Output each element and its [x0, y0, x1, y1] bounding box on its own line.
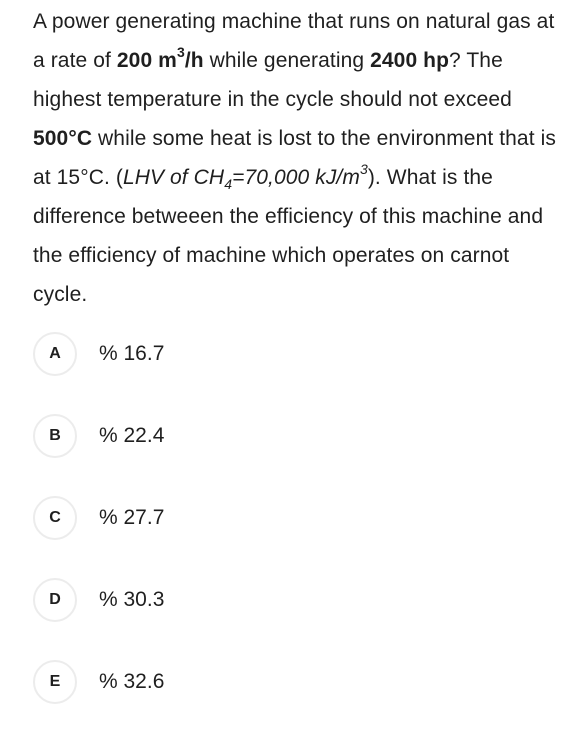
gas-rate-unit: /h	[184, 49, 204, 72]
option-letter-badge[interactable]: A	[33, 332, 77, 376]
power-value: 2400 hp	[370, 49, 450, 72]
option-text[interactable]: % 27.7	[99, 506, 165, 529]
question-part: while generating	[203, 49, 371, 72]
option-e[interactable]	[33, 659, 553, 705]
option-c[interactable]	[33, 495, 553, 541]
question-part: ). What is the difference betweeen the efficiency of this machine and the efficiency of machine which operates on carnot cycle.	[33, 166, 544, 306]
question-text	[33, 2, 563, 314]
option-d[interactable]	[33, 577, 553, 623]
lhv-exponent: 3	[359, 161, 368, 177]
option-b[interactable]	[33, 413, 553, 459]
question-part: A power generating machine that runs on natural gas at a rate of	[33, 10, 555, 72]
max-temperature: 500°C	[33, 127, 93, 150]
option-letter-badge[interactable]: B	[33, 414, 77, 458]
question-part: ? The highest temperature in the cycle should not exceed	[33, 49, 512, 111]
option-text[interactable]: % 16.7	[99, 342, 165, 365]
option-text[interactable]: % 30.3	[99, 588, 165, 611]
gas-rate-value	[116, 44, 204, 72]
lhv-text	[122, 161, 368, 193]
lhv-subscript: 4	[224, 176, 233, 193]
option-letter-badge[interactable]: C	[33, 496, 77, 540]
question-part: while some heat is lost to the environment that is at 15°C. (	[33, 127, 556, 189]
option-letter-badge[interactable]: D	[33, 578, 77, 622]
lhv-label: LHV of CH	[122, 166, 225, 189]
option-a[interactable]	[33, 331, 553, 377]
gas-rate-number: 200 m	[116, 49, 177, 72]
lhv-value: =70,000 kJ/m	[232, 166, 360, 189]
gas-rate-exponent: 3	[176, 44, 185, 60]
option-letter-badge[interactable]: E	[33, 660, 77, 704]
option-text[interactable]: % 22.4	[99, 424, 165, 447]
option-text[interactable]: % 32.6	[99, 670, 165, 693]
answer-options	[33, 331, 553, 741]
